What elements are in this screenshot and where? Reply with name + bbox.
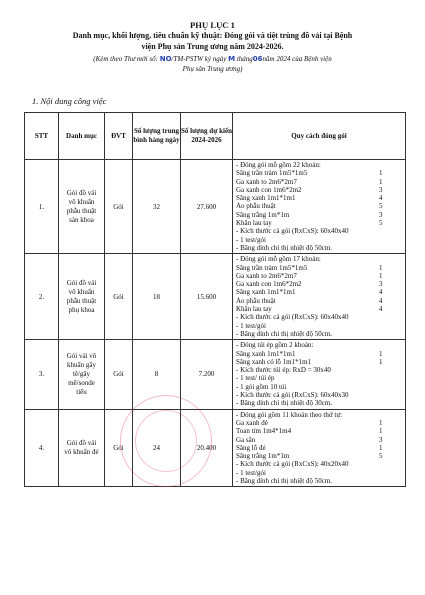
note-part-4: năm 2024 của Bệnh viện (262, 55, 332, 63)
spec-line (236, 358, 405, 366)
spec-quantity: 1 (379, 263, 383, 272)
spec-quantity: 1 (379, 427, 383, 436)
spec-text: - Kích thước cả gói (RxCxS): 60x40x40 (236, 227, 349, 236)
spec-text: Săng trần tràm 1m5*1m5 (236, 169, 308, 178)
spec-text: Săng trần tràm 1m5*1m5 (236, 263, 308, 272)
spec-text: Săng xanh có lỗ 1m1*1m1 (236, 357, 312, 366)
spec-line (236, 194, 405, 202)
spec-quantity: 4 (379, 288, 383, 297)
spec-text: Săng xanh 1m1*1m1 (236, 288, 296, 297)
spec-line (236, 322, 405, 330)
header-expected: Số lượng dự kiến 2024-2026 (181, 113, 233, 160)
spec-line (236, 305, 405, 313)
spec-line (236, 436, 405, 444)
spec-line (236, 452, 405, 460)
spec-quantity: 4 (379, 194, 383, 203)
row-spec (233, 160, 406, 254)
row-category: Gói đồ vải vô khuẩn phẫu thuật phụ khoa (59, 254, 105, 340)
row-stt: 4. (25, 409, 59, 487)
spec-line (236, 178, 405, 186)
spec-text: Áo phẫu thuật (236, 202, 276, 211)
row-spec (233, 340, 406, 409)
reference-note-line-2: Phụ sản Trung ương) (182, 65, 243, 73)
spec-line (236, 419, 405, 427)
spec-text: - 1 gói gồm 10 túi (236, 382, 287, 391)
spec-text: - Kích thước cả gói (RxCxS): 60x40x40 (236, 313, 349, 322)
spec-quantity: 1 (379, 271, 383, 280)
document-subtitle (30, 31, 395, 52)
spec-line (236, 411, 405, 419)
spec-line (236, 297, 405, 305)
header-stt: STT (25, 113, 59, 160)
note-part-2: /TM-PSTW ký ngày (171, 55, 227, 63)
row-stt: 3. (25, 340, 59, 409)
handwritten-month: 06 (252, 55, 263, 63)
table-row (25, 340, 406, 409)
spec-text: - Băng dính chỉ thị nhiệt độ 50cm. (236, 476, 333, 485)
section-title: 1. Nội dung công việc (32, 96, 107, 106)
row-expected: 15.600 (181, 254, 233, 340)
spec-quantity: 3 (379, 185, 383, 194)
spec-text: - Đóng gói mỗ gồm 22 khoản: (236, 161, 321, 169)
spec-text: Khăn lau tay (236, 219, 272, 228)
spec-text: Ga xanh con 1m6*2m2 (236, 280, 302, 289)
table-row (25, 160, 406, 254)
spec-line (236, 202, 405, 210)
spec-quantity: 4 (379, 296, 383, 305)
spec-line (236, 219, 405, 227)
table-header-row (25, 113, 406, 160)
specification-table (24, 112, 406, 487)
spec-quantity: 3 (379, 435, 383, 444)
row-daily: 18 (133, 254, 181, 340)
spec-text: Toan tím 1m4*1m4 (236, 427, 292, 436)
reference-note (40, 54, 385, 74)
spec-line (236, 469, 405, 477)
appendix-title: PHỤ LỤC 1 (190, 20, 235, 30)
row-stt: 1. (25, 160, 59, 254)
row-daily: 8 (133, 340, 181, 409)
header-unit: ĐVT (105, 113, 133, 160)
spec-line (236, 341, 405, 349)
spec-line (236, 244, 405, 252)
spec-line (236, 211, 405, 219)
spec-line (236, 169, 405, 177)
spec-text: Áo phẫu thuật (236, 296, 276, 305)
handwritten-number: NO (159, 55, 172, 63)
spec-quantity: 1 (379, 177, 383, 186)
spec-text: Ga săn (236, 435, 256, 444)
spec-line (236, 366, 405, 374)
spec-text: Săng lỗ đẻ (236, 443, 266, 452)
row-spec (233, 254, 406, 340)
spec-text: Ga xanh to 2m6*2m7 (236, 271, 297, 280)
row-spec (233, 409, 406, 487)
spec-line (236, 374, 405, 382)
spec-text: - Kích thước cả gói (RxCxS): 60x40x30 (236, 391, 349, 400)
spec-quantity: 5 (379, 202, 383, 211)
row-category: Gói đồ vải vô khuẩn đẻ (59, 409, 105, 487)
spec-quantity: 1 (379, 169, 383, 178)
row-expected: 20.400 (181, 409, 233, 487)
spec-text: Săng trắng 1m*1m (236, 210, 290, 219)
row-daily: 24 (133, 409, 181, 487)
spec-text: - Băng dính chỉ thị nhiệt độ 50cm. (236, 329, 333, 338)
spec-quantity: 5 (379, 452, 383, 461)
row-stt: 2. (25, 254, 59, 340)
spec-quantity: 1 (379, 357, 383, 366)
spec-line (236, 264, 405, 272)
spec-line (236, 161, 405, 169)
spec-text: - 1 test/gói (236, 468, 266, 477)
spec-text: Khăn lau tay (236, 305, 272, 314)
spec-text: - Đóng túi ép gồm 2 khoản: (236, 341, 314, 350)
row-category: Gói đồ vải vô khuẩn phẫu thuật sản khoa (59, 160, 105, 254)
spec-quantity: 1 (379, 443, 383, 452)
spec-line (236, 399, 405, 407)
row-unit: Gói (105, 160, 133, 254)
subtitle-line-2: viện Phụ sản Trung ương năm 2024-2026. (141, 41, 284, 51)
spec-text: - Đóng gói gồm 11 khoản theo thứ tự: (236, 410, 343, 419)
spec-text: - 1 test/gói (236, 321, 266, 330)
spec-line (236, 444, 405, 452)
spec-text: Ga xanh đẻ (236, 418, 268, 427)
header-category: Danh mục (59, 113, 105, 160)
spec-line (236, 236, 405, 244)
spec-text: - Băng dính chỉ thị nhiệt độ 50cm. (236, 243, 333, 252)
row-unit: Gói (105, 409, 133, 487)
spec-line (236, 280, 405, 288)
note-part-1: (Kèm theo Thư mời số: (93, 55, 158, 63)
spec-line (236, 350, 405, 358)
row-expected: 7.200 (181, 340, 233, 409)
row-category: Gói vải vô khuẩn gây tê/gây mê/sonde tiểu (59, 340, 105, 409)
row-daily: 32 (133, 160, 181, 254)
spec-line (236, 313, 405, 321)
row-expected: 27.600 (181, 160, 233, 254)
spec-line (236, 477, 405, 485)
spec-text: Săng xanh 1m1*1m1 (236, 349, 296, 358)
spec-quantity: 1 (379, 418, 383, 427)
spec-line (236, 186, 405, 194)
spec-text: Săng trắng 1m*1m (236, 452, 290, 461)
spec-line (236, 330, 405, 338)
spec-text: - Băng dính chỉ thị nhiệt độ 30cm. (236, 399, 333, 408)
spec-text: - 1 test/ túi ép (236, 374, 275, 383)
spec-text: - Kích thước túi ép: RxD = 30x40 (236, 366, 331, 375)
spec-line (236, 288, 405, 296)
spec-text: - Kích thước cả gói (RxCxS): 40x20x40 (236, 460, 349, 469)
spec-quantity: 4 (379, 305, 383, 314)
spec-line (236, 460, 405, 468)
spec-line (236, 255, 405, 263)
spec-text: Ga xanh to 2m6*2m7 (236, 177, 297, 186)
spec-quantity: 3 (379, 280, 383, 289)
spec-line (236, 383, 405, 391)
spec-line (236, 272, 405, 280)
spec-text: - 1 test/gói (236, 235, 266, 244)
spec-line (236, 391, 405, 399)
spec-text: Ga xanh con 1m6*2m2 (236, 185, 302, 194)
table-row (25, 409, 406, 487)
official-stamp (120, 395, 212, 487)
spec-quantity: 1 (379, 349, 383, 358)
spec-line (236, 427, 405, 435)
subtitle-line-1: Danh mục, khối lượng, tiêu chuẩn kỹ thuật: Đóng gói và tiệt trùng đồ vải tại Bệnh (72, 31, 353, 40)
spec-text: - Đóng gói mỗ gồm 17 khoản: (236, 255, 321, 264)
spec-line (236, 227, 405, 235)
table-body (25, 160, 406, 487)
header-spec: Quy cách đóng gói (233, 113, 406, 160)
row-unit: Gói (105, 254, 133, 340)
table-row (25, 254, 406, 340)
header-daily: Số lượng trung bình hàng ngày (133, 113, 181, 160)
handwritten-day: M (228, 55, 236, 63)
spec-quantity: 3 (379, 210, 383, 219)
reference-note-line-1 (40, 54, 385, 64)
note-part-3: tháng (236, 55, 253, 63)
spec-quantity: 5 (379, 219, 383, 228)
spec-text: Săng xanh 1m1*1m1 (236, 194, 296, 203)
row-unit: Gói (105, 340, 133, 409)
